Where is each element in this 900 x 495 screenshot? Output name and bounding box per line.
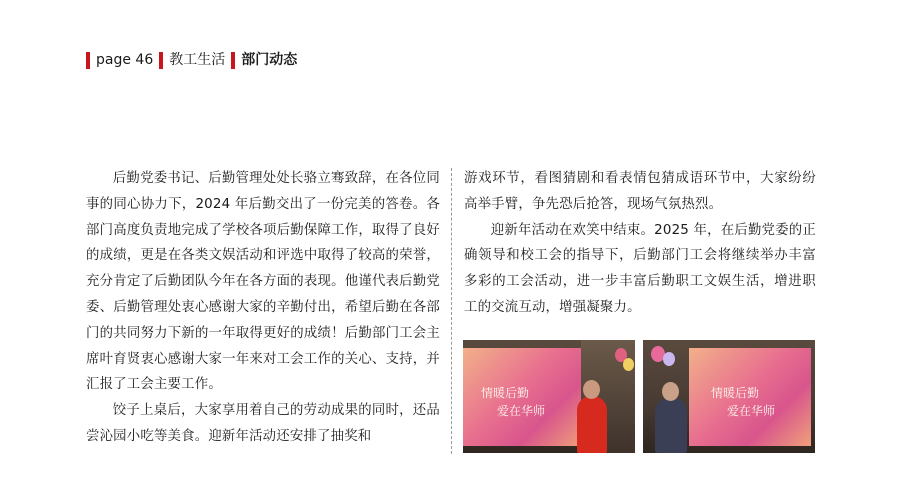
paragraph: 迎新年活动在欢笑中结束。2025 年，在后勤党委的正确领导和校工会的指导下，后勤部门工会将继续举办丰富多彩的工会活动，进一步丰富后勤职工文娱生活，增进职工的交流互动，增强凝聚力。: [464, 222, 817, 315]
right-text-column: [464, 166, 816, 321]
column-divider: [451, 168, 452, 454]
header-accent-bar: [159, 52, 163, 69]
page-header: [86, 50, 303, 70]
header-accent-bar: [86, 52, 90, 69]
event-photo-speaker-red-jacket: [463, 340, 635, 453]
left-text-column: [86, 166, 440, 450]
section-title: 教工生活: [169, 52, 226, 68]
page-number: page 46: [96, 52, 154, 68]
screen-text-line: 爱在华师: [497, 404, 546, 418]
screen-text-line: 爱在华师: [727, 404, 776, 418]
header-accent-bar: [231, 52, 235, 69]
screen-text-line: 情暖后勤: [481, 386, 530, 400]
paragraph: 游戏环节，看图猜剧和看表情包猜成语环节中，大家纷纷高举手臂，争先恐后抢答，现场气氛热烈。: [464, 171, 816, 212]
paragraph: 后勤党委书记、后勤管理处处长骆立骞致辞，在各位同事的同心协力下，2024 年后勤交出了一份完美的答卷。各部门高度负责地完成了学校各项后勤保障工作，取得了良好的成绩，更是在各类文娱活动和评选中取得了较高的荣誉，充分肯定了后勤团队今年在各方面的表现。他谨代表后勤党委、后勤管理处衷心感谢大家的辛勤付出，希望后勤在各部门的共同努力下新的一年取得更好的成绩！后勤部门工会主席叶育贤衷心感谢大家一年来对工会工作的关心、支持，并汇报了工会主要工作。: [86, 171, 441, 393]
balloon-decoration: [663, 352, 675, 366]
event-photo-speaker-with-mic: [643, 340, 815, 453]
speaker-figure: [577, 396, 607, 453]
speaker-figure: [655, 398, 687, 453]
speaker-head: [583, 380, 600, 399]
balloon-decoration: [623, 358, 634, 371]
speaker-head: [662, 382, 679, 401]
subsection-title: 部门动态: [241, 52, 298, 68]
screen-text-line: 情暖后勤: [711, 386, 760, 400]
paragraph: 饺子上桌后，大家享用着自己的劳动成果的同时，还品尝沁园小吃等美食。迎新年活动还安排了抽奖和: [86, 403, 440, 444]
